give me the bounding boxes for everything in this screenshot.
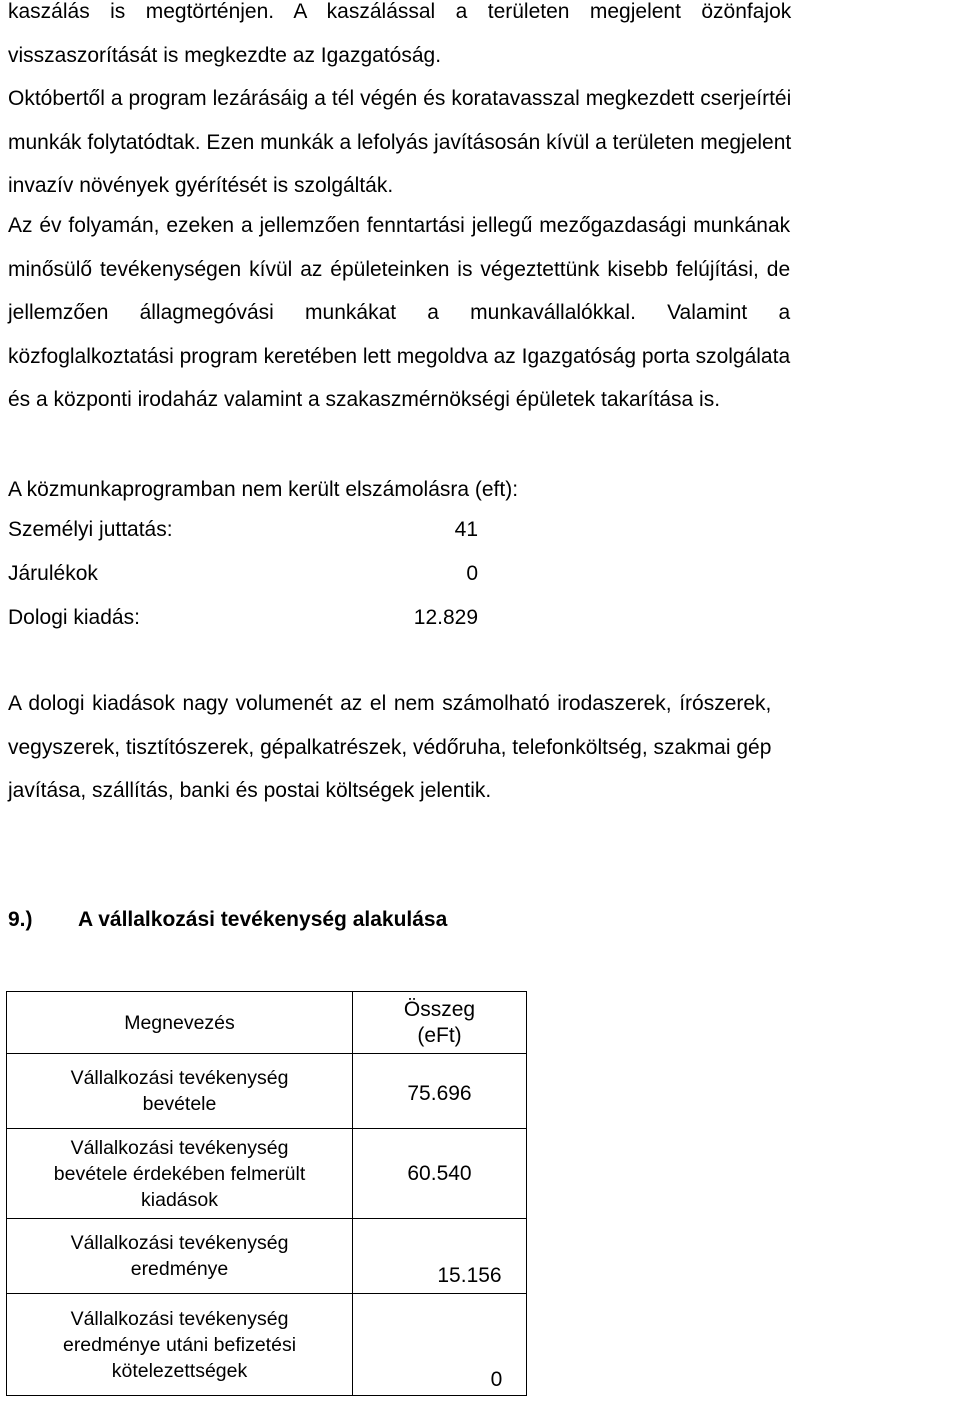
row-amount-cell [353,1054,527,1129]
row-name-line: Vállalkozási tevékenység [70,1307,289,1330]
header-amount-line: (eFt) [417,1023,462,1047]
row-name-cell [7,1219,353,1294]
row-amount: 75.696 [407,1082,472,1105]
text-line: visszaszorítását is megkezdte az Igazgatóság. [8,43,442,67]
row-amount-cell [353,1219,527,1294]
row-amount: 15.156 [437,1264,502,1287]
table-header-row [7,992,527,1054]
row-name-line: kötelezettségek [111,1359,248,1382]
row-amount-cell [353,1129,527,1219]
row-name-line: Vállalkozási tevékenység [70,1232,289,1254]
row-name-cell [7,1294,353,1396]
text-line: kaszálás is megtörténjen. A kaszálással a területen megjelent özönfajok [8,0,792,23]
text-line: munkák folytatódtak. Ezen munkák a lefolyás javításosán kívül a területen megjelent [8,130,792,154]
row-name-line: bevétele érdekében felmerült [53,1162,306,1185]
costs-intro: A közmunkaprogramban nem került elszámolásra (eft): [8,478,519,501]
row-amount: 0 [490,1368,503,1391]
cost-label: Járulékok [8,562,98,585]
table-row [7,1054,527,1129]
header-name-cell [7,992,353,1054]
section-heading [8,898,447,941]
section-title: A vállalkozási tevékenység alakulása [78,908,448,931]
text-line: közfoglalkoztatási program keretében lett megoldva az Igazgatóság porta szolgálata [8,344,791,368]
row-amount: 60.540 [407,1161,472,1185]
table-row [7,1219,527,1294]
paragraph-mowing [8,0,791,208]
section-number: 9.) [8,908,33,931]
row-name-cell [7,1054,353,1129]
row-name-cell [7,1129,353,1219]
text-line: invazív növények gyérítését is szolgálták. [8,174,394,197]
text-line: vegyszerek, tisztítószerek, gépalkatrészek, védőruha, telefonköltség, szakmai gép [8,735,772,759]
cost-row-material [8,596,478,639]
cost-label: Személyi juttatás: [8,518,173,541]
row-name-line: Vállalkozási tevékenység [70,1067,289,1089]
paragraph-maintenance [8,204,790,422]
table-row [7,1129,527,1219]
cost-row-contributions [8,552,478,595]
table-row [7,1294,527,1396]
row-name-line: Vállalkozási tevékenység [70,1136,289,1159]
cost-value: 12.829 [413,606,478,629]
text-line: minősülő tevékenységen kívül az épületeinken is végeztettünk kisebb felújítási, de [8,257,791,281]
text-line: Az év folyamán, ezeken a jellemzően fenntartási jellegű mezőgazdasági munkának [8,214,791,237]
row-name-line: eredménye [130,1258,229,1280]
text-line: A dologi kiadások nagy volumenét az el nem számolható irodaszerek, írószerek, [8,692,772,715]
text-line: Októbertől a program lezárásáig a tél végén és koratavasszal megkezdett cserjeírtéi [8,87,792,110]
cost-value: 41 [454,518,478,541]
cost-label: Dologi kiadás: [8,606,140,629]
header-amount-line: Összeg [403,997,476,1021]
text-line: jellemzően állagmegóvási munkákat a munkavállalókkal. Valamint a [8,301,791,324]
cost-value: 0 [466,562,478,585]
text-line: javítása, szállítás, banki és postai költségek jelentik. [8,779,492,802]
row-name-line: bevétele [142,1093,217,1115]
business-activity-table [6,991,527,1396]
header-name: Megnevezés [124,1011,235,1034]
row-name-line: kiadások [141,1188,218,1211]
row-amount-cell [353,1294,527,1396]
row-name-line: eredménye utáni befizetési [62,1333,297,1356]
cost-row-personal [8,508,478,551]
header-amount-cell [353,992,527,1054]
paragraph-material-costs [8,682,771,813]
text-line: és a központi irodaház valamint a szakaszmérnökségi épületek takarítása is. [8,388,721,411]
